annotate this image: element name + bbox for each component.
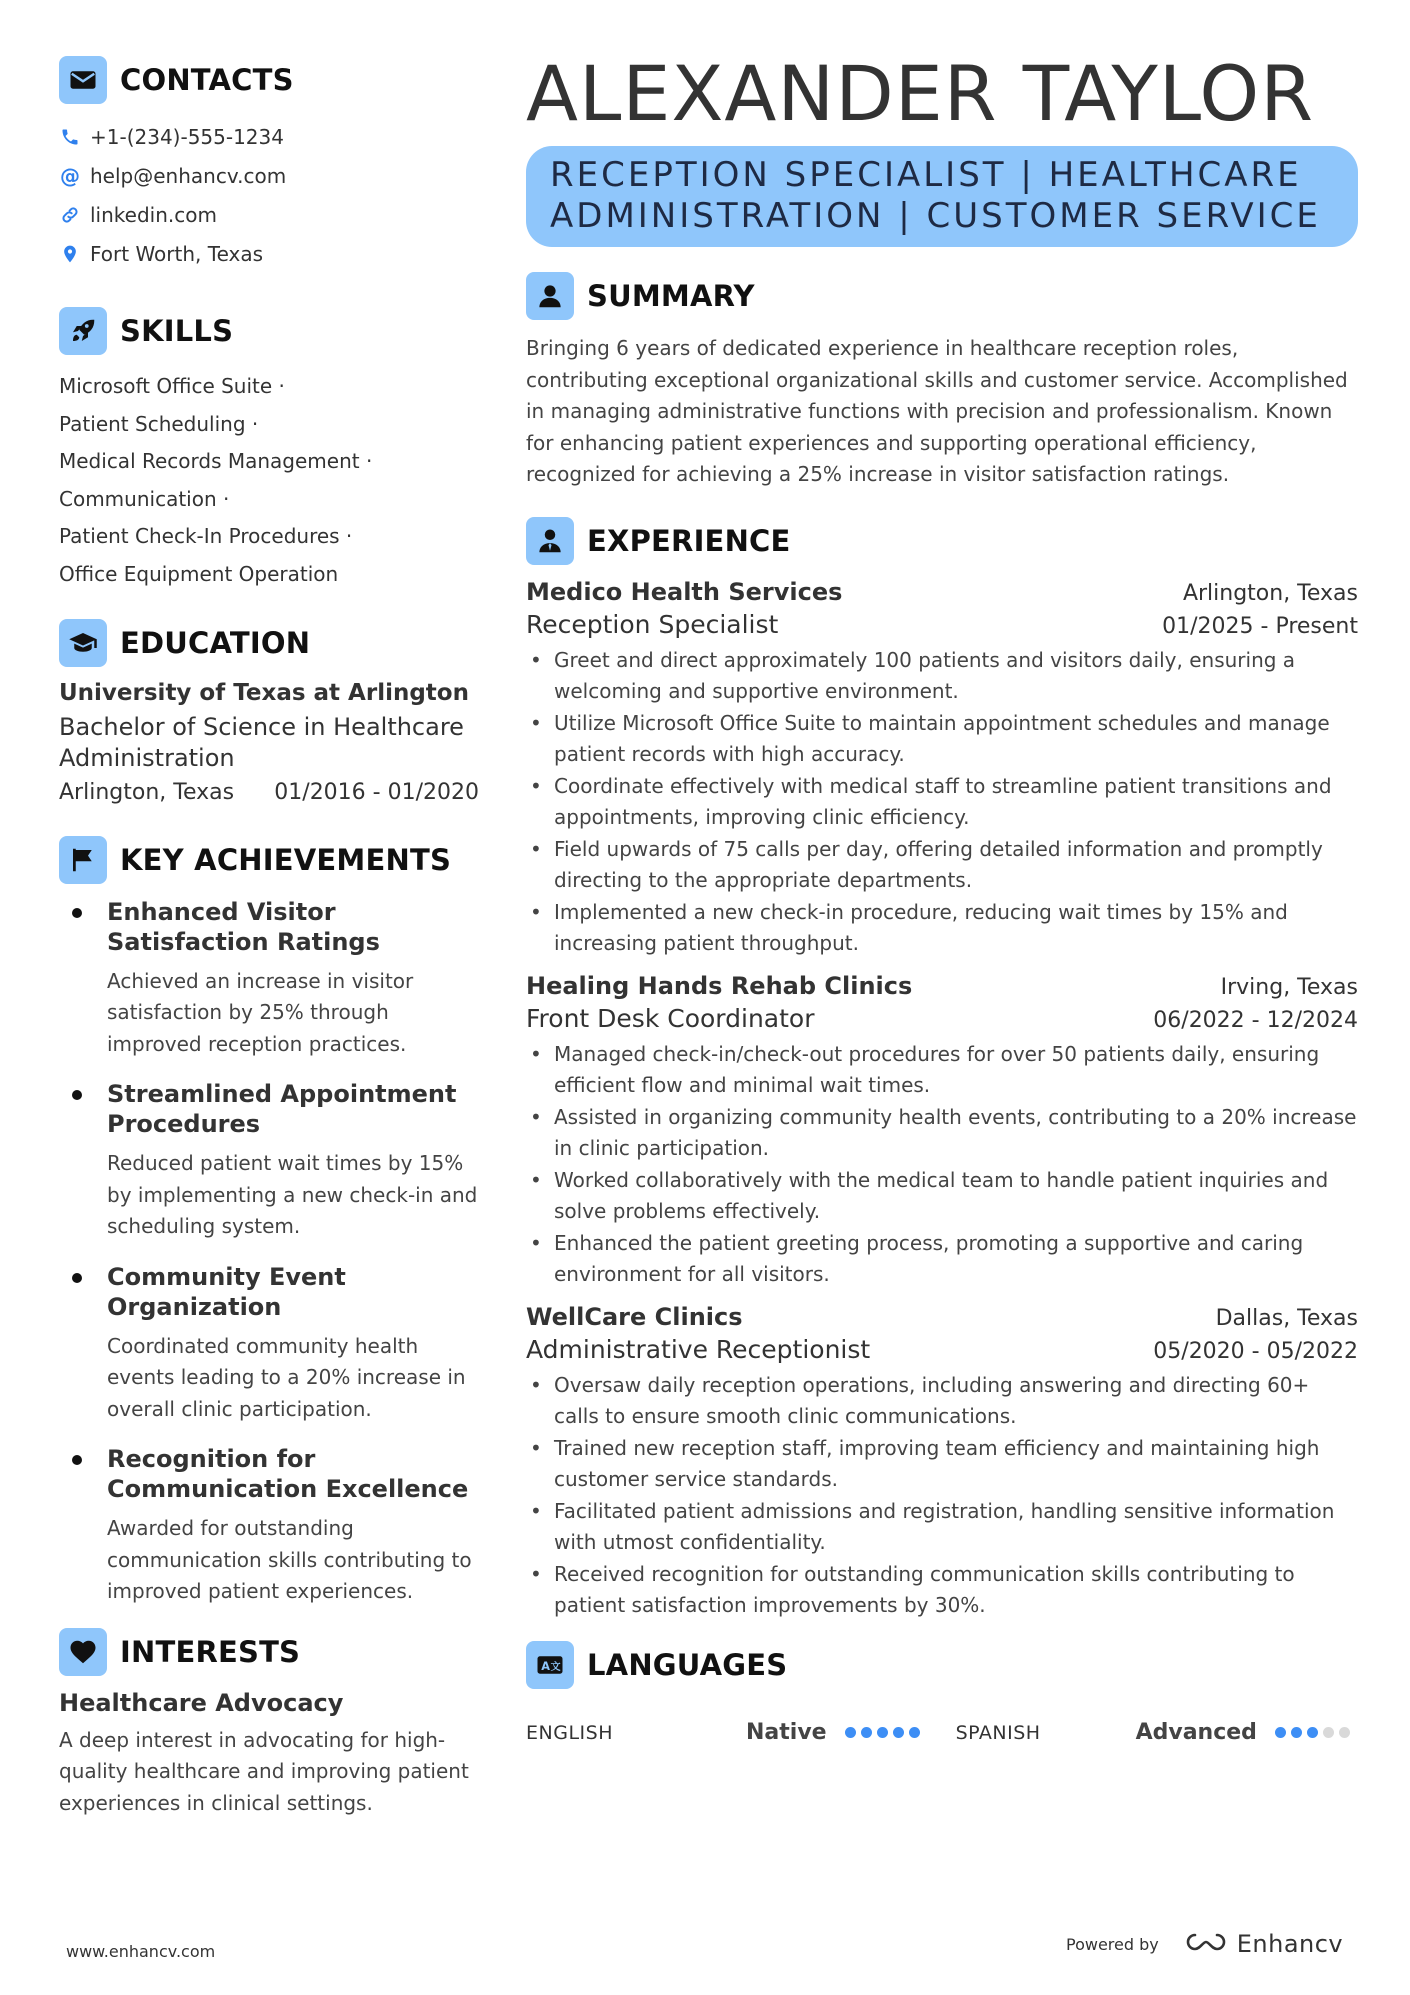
contact-email[interactable] bbox=[59, 156, 479, 195]
languages-header bbox=[526, 1640, 1358, 1690]
email-text: help@enhancv.com bbox=[90, 163, 287, 188]
job-bullets bbox=[526, 1039, 1358, 1291]
right-column bbox=[526, 50, 1358, 1748]
achievement-item bbox=[59, 1262, 479, 1426]
bullet-dot bbox=[72, 1273, 82, 1283]
job-role: Administrative Receptionist bbox=[526, 1334, 871, 1364]
job-bullet: • Enhanced the patient greeting process, promoting a supportive and caring environment for all visitors. bbox=[526, 1228, 1358, 1291]
job-header bbox=[526, 972, 1358, 1000]
achievement-desc: Reduced patient wait times by 15% by implementing a new check-in and scheduling system. bbox=[107, 1151, 478, 1239]
education-meta bbox=[59, 780, 479, 805]
language-level: Advanced bbox=[1135, 1720, 1257, 1746]
interests-section bbox=[59, 1627, 479, 1820]
skill-item: Patient Scheduling · bbox=[59, 411, 259, 436]
summary-title: SUMMARY bbox=[587, 279, 755, 313]
job-bullet: • Utilize Microsoft Office Suite to maintain appointment schedules and manage patient records with high accuracy. bbox=[526, 708, 1358, 771]
rating-dot-filled bbox=[1291, 1727, 1302, 1738]
job-dates: 06/2022 - 12/2024 bbox=[1153, 1007, 1358, 1033]
languages-section bbox=[526, 1640, 1358, 1748]
language-name: ENGLISH bbox=[526, 1721, 613, 1744]
contacts-header bbox=[59, 55, 479, 105]
rating-dot-empty bbox=[1323, 1727, 1334, 1738]
job-bullet: • Worked collaboratively with the medical team to handle patient inquiries and solve problems effectively. bbox=[526, 1165, 1358, 1228]
job-subheader bbox=[526, 610, 1358, 639]
job-header bbox=[526, 1303, 1358, 1331]
graduation-cap-icon bbox=[59, 619, 107, 667]
contacts-section bbox=[59, 55, 479, 273]
achievement-item bbox=[59, 897, 479, 1061]
achievement-title: Community Event Organization bbox=[107, 1262, 346, 1321]
summary-header bbox=[526, 271, 1358, 321]
achievement-desc: Awarded for outstanding communication skills contributing to improved patient experiences. bbox=[107, 1516, 472, 1604]
headline-banner: RECEPTION SPECIALIST | HEALTHCARE ADMINISTRATION | CUSTOMER SERVICE bbox=[526, 146, 1358, 247]
interests-header bbox=[59, 1627, 479, 1677]
job-bullets bbox=[526, 1370, 1358, 1622]
summary-text: Bringing 6 years of dedicated experience in healthcare reception roles, contributing exceptional organizational skills and customer service. Accomplished in managing administrative functions with precision and professionalism. Known for enhancing patient experiences and supporting operational efficiency, recognized for achieving a 25% increase in visitor satisfaction ratings. bbox=[526, 336, 1348, 487]
job-bullet: • Trained new reception staff, improving team efficiency and maintaining high customer service standards. bbox=[526, 1433, 1358, 1496]
achievement-title: Recognition for Communication Excellence bbox=[107, 1445, 469, 1504]
achievement-item bbox=[59, 1079, 479, 1243]
svg-text:文: 文 bbox=[550, 1661, 561, 1673]
job-bullet: • Facilitated patient admissions and registration, handling sensitive information with utmost confidentiality. bbox=[526, 1496, 1358, 1559]
experience-section bbox=[526, 516, 1358, 1622]
achievement-title: Enhanced Visitor Satisfaction Ratings bbox=[107, 897, 380, 956]
job-entry bbox=[526, 972, 1358, 1291]
achievements-header bbox=[59, 835, 479, 885]
contact-location bbox=[59, 234, 479, 273]
skill-item: Office Equipment Operation bbox=[59, 561, 339, 586]
job-role: Front Desk Coordinator bbox=[526, 1003, 815, 1033]
rating-dot-filled bbox=[845, 1727, 856, 1738]
skill-item: Medical Records Management · bbox=[59, 449, 373, 474]
rating-dot-filled bbox=[1275, 1727, 1286, 1738]
rating-dot-filled bbox=[861, 1727, 872, 1738]
education-school: University of Texas at Arlington bbox=[59, 679, 469, 706]
achievements-section bbox=[59, 835, 479, 1608]
envelope-icon bbox=[59, 56, 107, 104]
education-dates: 01/2016 - 01/2020 bbox=[274, 779, 479, 805]
at-sign-icon: @ bbox=[60, 163, 80, 188]
job-header bbox=[526, 578, 1358, 606]
rating-dot-filled bbox=[909, 1727, 920, 1738]
phone-text: +1-(234)-555-1234 bbox=[90, 124, 284, 149]
contacts-title: CONTACTS bbox=[120, 63, 294, 97]
language-level: Native bbox=[746, 1720, 827, 1746]
contact-phone[interactable] bbox=[59, 117, 479, 156]
map-pin-icon bbox=[59, 243, 81, 265]
languages-row bbox=[526, 1718, 1358, 1748]
interest-title: Healthcare Advocacy bbox=[59, 1688, 344, 1717]
interest-desc: A deep interest in advocating for high-quality healthcare and improving patient experiences in clinical settings. bbox=[59, 1727, 469, 1815]
job-bullet: • Coordinate effectively with medical staff to streamline patient transitions and appointments, improving clinic efficiency. bbox=[526, 771, 1358, 834]
candidate-name: ALEXANDER TAYLOR bbox=[526, 49, 1315, 138]
achievement-item bbox=[59, 1444, 479, 1608]
summary-section bbox=[526, 271, 1358, 491]
job-bullet: • Field upwards of 75 calls per day, offering detailed information and promptly directing to the appropriate departments. bbox=[526, 834, 1358, 897]
job-company: Medico Health Services bbox=[526, 577, 843, 606]
job-entry bbox=[526, 578, 1358, 960]
skill-item: Microsoft Office Suite · bbox=[59, 374, 285, 398]
skill-item: Communication · bbox=[59, 486, 230, 511]
skill-item: Patient Check-In Procedures · bbox=[59, 524, 353, 549]
link-icon bbox=[59, 204, 81, 226]
enhancv-logo-icon bbox=[1183, 1930, 1229, 1958]
job-bullet: • Received recognition for outstanding communication skills contributing to patient satisfaction improvements by 30%. bbox=[526, 1559, 1358, 1622]
bullet-dot bbox=[72, 1090, 82, 1100]
education-degree: Bachelor of Science in Healthcare Administration bbox=[59, 712, 464, 772]
job-bullet: • Oversaw daily reception operations, including answering and directing 60+ calls to ensure smooth clinic communications. bbox=[526, 1370, 1358, 1433]
job-bullet: • Greet and direct approximately 100 patients and visitors daily, ensuring a welcoming and supportive environment. bbox=[526, 645, 1358, 708]
skills-title: SKILLS bbox=[120, 314, 234, 348]
job-bullet: • Managed check-in/check-out procedures for over 50 patients daily, ensuring efficient flow and minimal wait times. bbox=[526, 1039, 1358, 1102]
brand-name: Enhancv bbox=[1236, 1930, 1344, 1958]
job-company: Healing Hands Rehab Clinics bbox=[526, 971, 913, 1000]
rating-dot-empty bbox=[1339, 1727, 1350, 1738]
svg-text:A: A bbox=[541, 1659, 550, 1673]
job-bullets bbox=[526, 645, 1358, 960]
achievements-title: KEY ACHIEVEMENTS bbox=[120, 842, 452, 877]
rating-dot-filled bbox=[877, 1727, 888, 1738]
flag-icon bbox=[59, 836, 107, 884]
job-dates: 05/2020 - 05/2022 bbox=[1153, 1338, 1358, 1364]
job-subheader bbox=[526, 1004, 1358, 1033]
contact-linkedin[interactable] bbox=[59, 195, 479, 234]
skills-section bbox=[59, 306, 479, 594]
skills-header bbox=[59, 306, 479, 356]
experience-title: EXPERIENCE bbox=[587, 523, 791, 558]
education-header bbox=[59, 618, 479, 668]
education-location: Arlington, Texas bbox=[59, 779, 235, 805]
bullet-dot bbox=[72, 1455, 82, 1465]
translate-icon bbox=[526, 1641, 574, 1689]
bullet-dot bbox=[72, 908, 82, 918]
achievement-title: Streamlined Appointment Procedures bbox=[107, 1080, 457, 1139]
user-icon bbox=[526, 272, 574, 320]
job-bullet: • Implemented a new check-in procedure, reducing wait times by 15% and increasing patient throughput. bbox=[526, 897, 1358, 960]
job-location: Dallas, Texas bbox=[1215, 1305, 1358, 1331]
job-entry bbox=[526, 1303, 1358, 1622]
footer-website[interactable]: www.enhancv.com bbox=[66, 1942, 216, 1961]
languages-title: LANGUAGES bbox=[587, 1647, 788, 1682]
left-column bbox=[59, 55, 479, 1819]
achievement-desc: Coordinated community health events leading to a 20% increase in overall clinic participation. bbox=[107, 1333, 466, 1421]
rocket-icon bbox=[59, 307, 107, 355]
heart-icon bbox=[59, 1628, 107, 1676]
job-bullet: • Assisted in organizing community health events, contributing to a 20% increase in clinic participation. bbox=[526, 1102, 1358, 1165]
rating-dot-filled bbox=[893, 1727, 904, 1738]
experience-header bbox=[526, 516, 1358, 566]
achievement-desc: Achieved an increase in visitor satisfaction by 25% through improved reception practices. bbox=[107, 968, 414, 1056]
phone-icon bbox=[59, 126, 81, 148]
job-company: WellCare Clinics bbox=[526, 1302, 743, 1331]
job-location: Irving, Texas bbox=[1220, 974, 1358, 1000]
job-role: Reception Specialist bbox=[526, 609, 779, 639]
location-text: Fort Worth, Texas bbox=[90, 241, 264, 266]
linkedin-text: linkedin.com bbox=[90, 202, 217, 227]
language-rating bbox=[1275, 1727, 1350, 1738]
job-location: Arlington, Texas bbox=[1182, 580, 1358, 606]
language-name: SPANISH bbox=[955, 1721, 1041, 1744]
job-subheader bbox=[526, 1335, 1358, 1364]
briefcase-user-icon bbox=[526, 517, 574, 565]
powered-by-text: Powered by bbox=[1066, 1934, 1159, 1954]
education-title: EDUCATION bbox=[120, 625, 311, 660]
job-dates: 01/2025 - Present bbox=[1162, 613, 1358, 639]
language-rating bbox=[845, 1727, 920, 1738]
education-section bbox=[59, 618, 479, 805]
footer-branding bbox=[1066, 1930, 1343, 1958]
rating-dot-filled bbox=[1307, 1727, 1318, 1738]
interests-title: INTERESTS bbox=[120, 1634, 301, 1669]
